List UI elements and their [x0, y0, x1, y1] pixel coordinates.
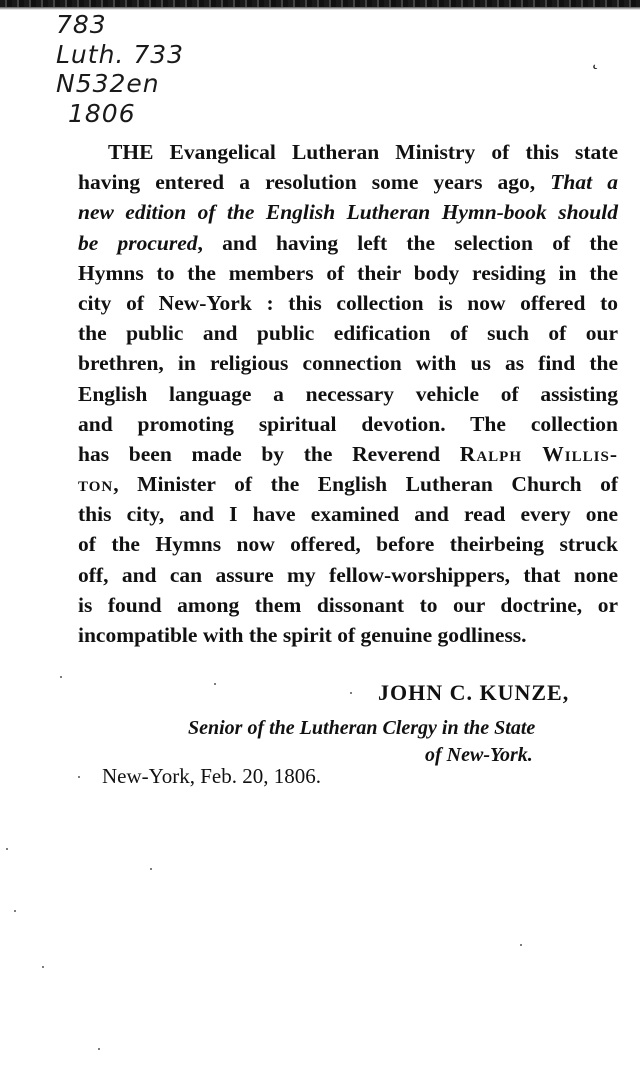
text-run: has been made by the Reverend	[78, 441, 460, 466]
signature-title-line2: of New-York.	[425, 744, 533, 766]
paragraph-line	[78, 529, 618, 559]
text-run: having entered a resolution some years ago,	[78, 170, 551, 195]
paragraph-line	[78, 409, 618, 439]
handwritten-catalog-notes	[56, 10, 184, 128]
catalog-line: Luth. 733	[56, 39, 185, 69]
print-speck	[60, 676, 62, 678]
signature-name: JOHN C. KUNZE,	[378, 680, 570, 705]
text-run: is found among them dissonant to our doctrine, or	[78, 592, 618, 617]
text-run: and promoting spiritual devotion. The collection	[78, 411, 618, 436]
text-run: That a	[550, 170, 618, 195]
text-run: new edition of the English Lutheran Hymn-book should	[78, 200, 618, 225]
text-run: , Minister of the English Lutheran Church of	[113, 472, 618, 497]
paragraph-line	[78, 379, 618, 409]
paragraph-line	[78, 137, 618, 167]
text-run: Ralph Willis-	[459, 441, 618, 466]
print-speck	[78, 776, 80, 778]
print-speck	[6, 848, 8, 850]
paragraph-line	[78, 560, 618, 590]
text-run: this city, and I have examined and read every one	[78, 502, 618, 527]
text-run: of the Hymns now offered, before theirbeing struck	[78, 532, 618, 557]
text-run: Hymns to the members of their body residing in the	[78, 260, 618, 285]
signature-title-line1: Senior of the Lutheran Clergy in the State	[188, 717, 536, 739]
print-speck	[350, 692, 352, 694]
text-run: ton	[78, 472, 114, 497]
print-speck	[520, 944, 522, 946]
catalog-line: 1806	[68, 98, 136, 128]
print-speck	[150, 868, 152, 870]
text-run: off, and can assure my fellow-worshippers, that none	[78, 562, 618, 587]
catalog-line: N532en	[56, 69, 160, 98]
marginal-mark: ˛	[592, 48, 599, 70]
text-run: THE Evangelical Lutheran Ministry of this state	[108, 140, 618, 164]
print-speck	[98, 1048, 100, 1050]
paragraph-line	[78, 167, 618, 197]
paragraph-line	[78, 590, 618, 620]
paragraph-line	[78, 258, 618, 288]
text-run: English language a necessary vehicle of assisting	[78, 381, 618, 406]
paragraph-line	[78, 348, 618, 378]
paragraph-line	[78, 499, 618, 529]
catalog-line: 783	[56, 10, 107, 39]
paragraph-line	[78, 288, 618, 318]
text-run: the public and public edification of such of our	[78, 321, 618, 346]
preface-paragraph	[78, 137, 618, 650]
paragraph-line	[78, 318, 618, 348]
text-run: incompatible with the spirit of genuine godliness.	[78, 623, 527, 647]
text-run: be procured	[78, 230, 198, 255]
print-speck	[14, 910, 16, 912]
paragraph-line	[78, 469, 618, 499]
paragraph-line	[78, 228, 618, 258]
paragraph-line	[78, 197, 618, 227]
paragraph-line	[78, 620, 618, 650]
text-run: brethren, in religious connection with us as find the	[78, 351, 618, 376]
print-speck	[214, 683, 216, 685]
text-run: city of New-York : this collection is now offered to	[78, 290, 618, 315]
paragraph-line	[78, 439, 618, 469]
top-border-rule	[0, 0, 640, 7]
text-run: , and having left the selection of the	[197, 230, 618, 255]
print-speck	[42, 966, 44, 968]
dateline: New-York, Feb. 20, 1806.	[102, 764, 321, 788]
